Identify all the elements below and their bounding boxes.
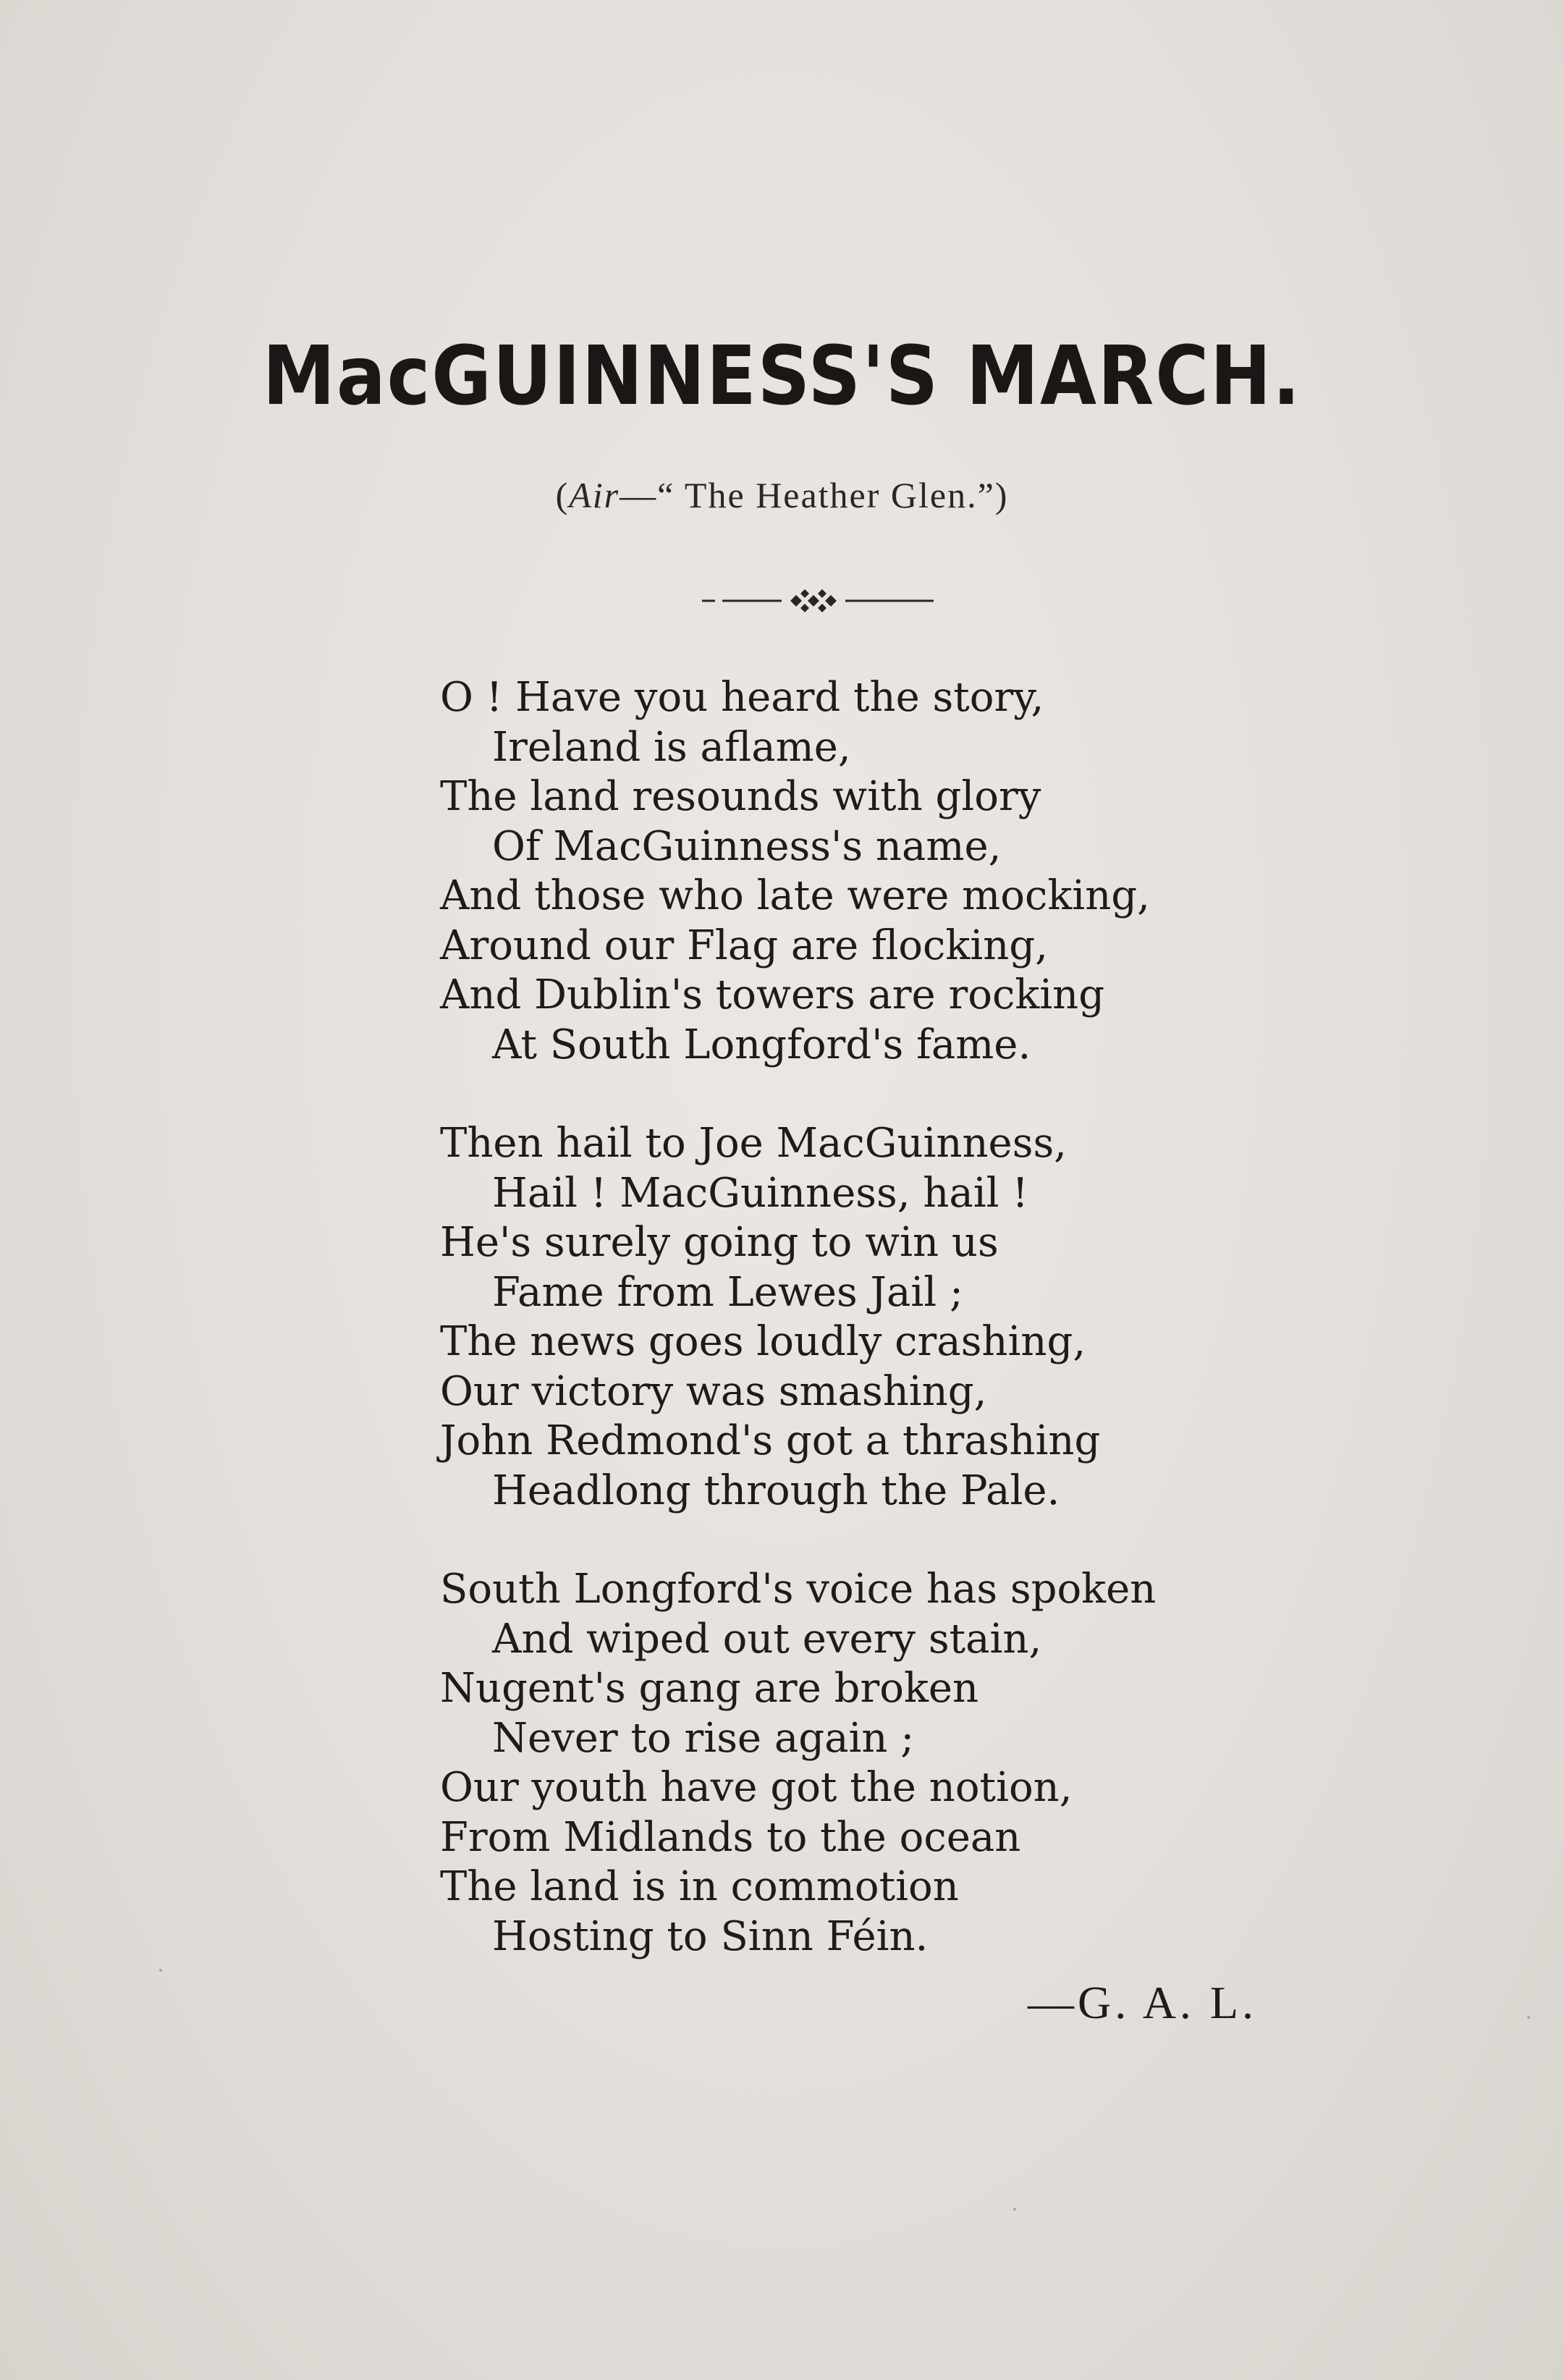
verse-line: From Midlands to the ocean bbox=[440, 1813, 1021, 1861]
verse-line: O ! Have you heard the story, bbox=[440, 674, 1044, 721]
stanza-3 bbox=[440, 1565, 1309, 1962]
verse-line: At South Longford's fame. bbox=[492, 1021, 1031, 1068]
verse-line: The news goes loudly crashing, bbox=[440, 1318, 1086, 1365]
verse-line: Hosting to Sinn Féin. bbox=[492, 1912, 929, 1960]
verse-line: Our victory was smashing, bbox=[440, 1367, 987, 1415]
verse-line: Nugent's gang are broken bbox=[440, 1665, 979, 1712]
verse-line: Then hail to Joe MacGuinness, bbox=[440, 1120, 1067, 1167]
verse-line: He's surely going to win us bbox=[440, 1219, 999, 1266]
paper-speck bbox=[159, 1969, 162, 1972]
verse-line: Headlong through the Pale. bbox=[492, 1467, 1060, 1514]
verse-line: And wiped out every stain, bbox=[492, 1615, 1042, 1663]
page-title: MacGUINNESS'S MARCH. bbox=[262, 329, 1302, 423]
verse-line: Fame from Lewes Jail ; bbox=[492, 1268, 963, 1316]
verse-line: The land is in commotion bbox=[440, 1863, 959, 1910]
stanza-1 bbox=[440, 673, 1309, 1070]
verse-line: John Redmond's got a thrashing bbox=[440, 1417, 1101, 1464]
verse-line: Around our Flag are flocking, bbox=[440, 921, 1048, 969]
verse-line: And Dublin's towers are rocking bbox=[440, 971, 1105, 1018]
air-open-paren: ( bbox=[555, 475, 570, 515]
air-subtitle bbox=[0, 474, 1564, 516]
verse-line: Ireland is aflame, bbox=[492, 723, 851, 771]
verse-line: Never to rise again ; bbox=[492, 1714, 915, 1762]
verse-line: The land resounds with glory bbox=[440, 773, 1041, 820]
verse-line: Hail ! MacGuinness, hail ! bbox=[492, 1169, 1028, 1217]
verse-line: Our youth have got the notion, bbox=[440, 1764, 1073, 1811]
poem-body bbox=[440, 673, 1309, 2011]
air-tune-name: —“ The Heather Glen.”) bbox=[620, 475, 1009, 515]
paper-speck bbox=[1013, 2208, 1016, 2211]
air-label: Air bbox=[569, 475, 620, 515]
paper-speck bbox=[1527, 2016, 1530, 2019]
verse-line: Of MacGuinness's name, bbox=[492, 822, 1002, 870]
stanza-2 bbox=[440, 1119, 1309, 1516]
verse-line: South Longford's voice has spoken bbox=[440, 1566, 1157, 1613]
author-signature: —G. A. L. bbox=[1028, 1977, 1257, 2028]
verse-line: And those who late were mocking, bbox=[440, 872, 1150, 919]
diamond-ornament-icon bbox=[702, 579, 934, 623]
